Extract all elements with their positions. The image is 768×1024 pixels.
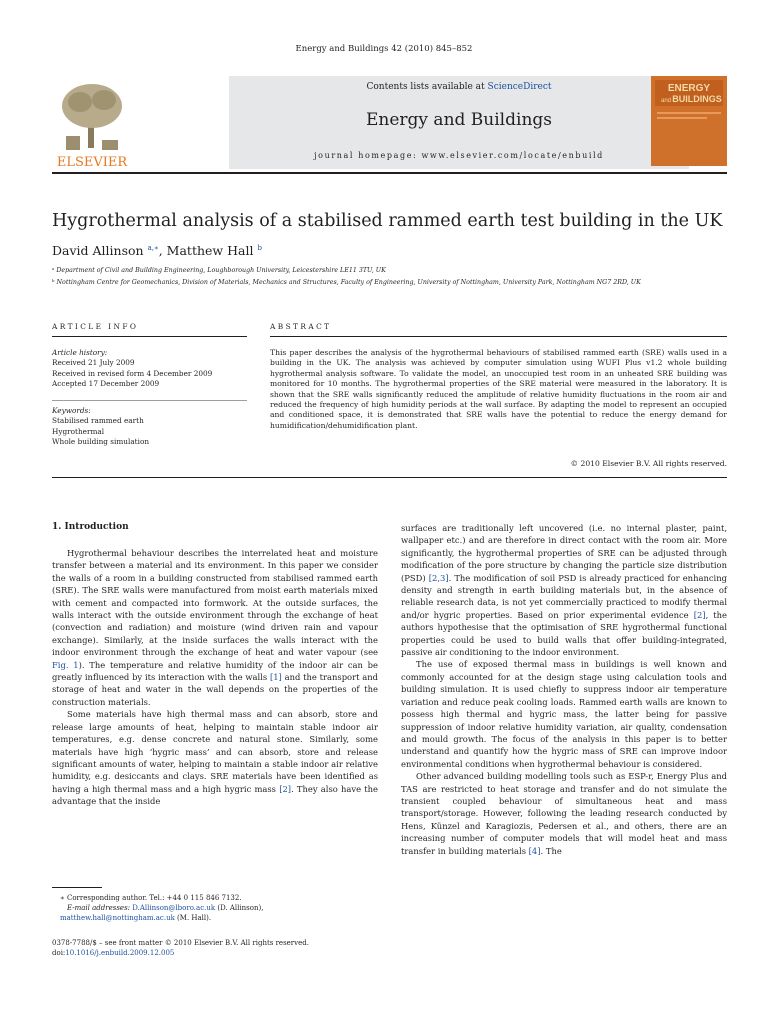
- cover-title-and: and: [661, 98, 672, 104]
- paragraph-text: . They also have the advantage that the inside: [52, 783, 378, 807]
- sciencedirect-link[interactable]: ScienceDirect: [487, 82, 552, 92]
- paragraph-text: . The: [540, 845, 562, 856]
- footnote-rule: [52, 887, 102, 888]
- publisher-wordmark: ELSEVIER: [56, 155, 128, 169]
- footnote: [60, 893, 378, 923]
- author-name: Matthew Hall: [166, 243, 254, 258]
- doi-prefix: doi:: [52, 949, 66, 957]
- info-divider: [52, 400, 247, 401]
- revised-date: Received in revised form 4 December 2009: [52, 368, 213, 378]
- email-label: E-mail addresses:: [67, 904, 133, 912]
- journal-header: [52, 76, 727, 169]
- figure-link[interactable]: Fig. 1: [52, 659, 79, 670]
- body-paragraph: [401, 770, 727, 857]
- journal-reference: Energy and Buildings 42 (2010) 845–852: [295, 44, 473, 54]
- right-column: [401, 522, 727, 857]
- article-info-rule: [52, 336, 247, 337]
- email-line: [60, 913, 378, 923]
- abstract-rule: [270, 336, 727, 337]
- keyword: Whole building simulation: [52, 436, 150, 446]
- front-matter: [52, 938, 382, 958]
- contents-line: [229, 82, 689, 92]
- paragraph-text: Other advanced building modelling tools such as ESP-r, Energy Plus and TAS are restricted to heat storage and transfer and do not simulate the transient coupled behaviour of simultaneous heat and mass transport/storage. However, following the leading research conducted by Hens, Künzel and Karagiozis, Pedersen et al., and others, there are an increasing number of computer models that will model heat and mass transfer in building materials: [401, 771, 727, 856]
- left-column: [52, 547, 378, 808]
- author-name: David Allinson: [52, 243, 144, 258]
- paragraph-text: ). The temperature and relative humidity of the indoor air can be greatly influenced by its interaction with the walls: [52, 659, 378, 683]
- citation-link[interactable]: [1]: [269, 672, 282, 683]
- cover-title-energy: ENERGY: [667, 83, 711, 94]
- accepted-date: Accepted 17 December 2009: [52, 378, 160, 388]
- paragraph-text: . The modification of soil PSD is already practiced for enhancing density and strength in earth building materials but, in the absence of reliable research data, is not yet commercially practiced to modify thermal and/or hygric properties. Based on prior experimental evidence: [401, 572, 727, 620]
- email-owner: (D. Allinson),: [215, 904, 264, 912]
- email-owner: (M. Hall).: [174, 914, 212, 922]
- keyword: Hygrothermal: [52, 426, 105, 436]
- article-info-heading: ARTICLE INFO: [52, 322, 139, 331]
- author-separator: ,: [158, 243, 167, 258]
- paragraph-text: and the transport and storage of heat and water in the wall depends on the properties of the construction materials.: [52, 672, 378, 707]
- email-line: [60, 903, 378, 913]
- journal-homepage[interactable]: journal homepage: www.elsevier.com/locate/enbuild: [314, 151, 604, 160]
- doi-line: [52, 948, 382, 958]
- abstract-bottom-rule: [52, 477, 727, 478]
- affiliation-a: ᵃ Department of Civil and Building Engineering, Loughborough University, Leicestershire LE11 3TU, UK: [52, 267, 386, 274]
- affiliation-b: ᵇ Nottingham Centre for Geomechanics, Division of Materials, Mechanics and Structures, Faculty of Engineering, University of Nottingham, University Park, Nottingham NG7 2RD, UK: [52, 279, 641, 286]
- paragraph-text: Some materials have high thermal mass and can absorb, store and release large amounts of heat, helping to maintain stable indoor air temperatures, e.g. dense concrete and natural stone. Similarly, some materials have high ‘hygric mass’ and can absorb, store and release significant amounts of water, helping to maintain a stable indoor air relative humidity, e.g. desiccants and clays. SRE materials have been identified as having a high thermal mass and a high hygric mass: [52, 709, 378, 794]
- paragraph-text: Hygrothermal behaviour describes the interrelated heat and moisture transfer between a material and its environment. In this paper we consider the walls of a room in a building constructed from stabilised rammed earth (SRE). The SRE walls were manufactured from moist earth materials mixed with cement and compacted into formwork. At the outside surfaces, the walls interact with the outside environment through the exchange of heat (convection and radiation) and moisture (wind driven rain and vapour exchange). Similarly, at the inside surfaces the walls interact with the indoor environment through the exchange of heat and water vapour (see: [52, 548, 378, 658]
- keywords-label: Keywords:: [52, 406, 91, 415]
- cover-title-buildings: BUILDINGS: [672, 94, 722, 104]
- paragraph-text: surfaces are traditionally left uncovered (i.e. no internal plaster, paint, wallpaper etc.) and are therefore in direct contact with the room air. More significantly, the hygrothermal properties of SRE can be adjusted through modification of the pore structure by changing the particle size distribution (PSD): [401, 523, 727, 583]
- abstract-heading: ABSTRACT: [270, 322, 332, 331]
- section-heading: 1. Introduction: [52, 522, 129, 532]
- keywords-block: [52, 406, 252, 447]
- citation-link[interactable]: [2]: [279, 783, 292, 794]
- author-line: [52, 243, 262, 258]
- article-history: [52, 348, 252, 389]
- body-paragraph: [401, 522, 727, 658]
- corresponding-author: ∗ Corresponding author. Tel.: +44 0 115 846 7132.: [60, 894, 242, 902]
- journal-cover: [651, 76, 727, 166]
- elsevier-tree-icon: [52, 76, 132, 169]
- journal-banner: [229, 76, 689, 169]
- abstract-copyright: © 2010 Elsevier B.V. All rights reserved.: [570, 459, 727, 468]
- keyword: Stabilised rammed earth: [52, 416, 144, 426]
- email-link[interactable]: matthew.hall@nottingham.ac.uk: [60, 914, 175, 922]
- elsevier-logo: [52, 76, 132, 169]
- doi-link[interactable]: 10.1016/j.enbuild.2009.12.005: [65, 949, 175, 957]
- body-paragraph: [52, 708, 378, 807]
- received-date: Received 21 July 2009: [52, 358, 135, 368]
- paragraph-text: , the authors hypothesise that the optimisation of SRE hygrothermal functional properties could be used to build walls that offer building-integrated, passive air conditioning to the indoor environment.: [401, 609, 728, 658]
- citation-link[interactable]: [2,3]: [428, 572, 449, 583]
- article-title: Hygrothermal analysis of a stabilised rammed earth test building in the UK: [52, 211, 723, 231]
- author-affiliation-mark[interactable]: b: [257, 243, 262, 252]
- author-affiliation-mark[interactable]: a,∗: [147, 243, 159, 252]
- email-link[interactable]: D.Allinson@lboro.ac.uk: [132, 904, 216, 912]
- abstract-text: This paper describes the analysis of the hygrothermal behaviours of stabilised rammed earth (SRE) walls used in a building in the UK. The analysis was achieved by computer simulation using WUFI Plus v1.2 whole building hygrothermal analysis software. To validate the model, an unoccupied test room in an unheated SRE building was monitored for 10 months. The hygrothermal properties of the SRE material were measured in the laboratory. It is shown that the SRE walls significantly reduced the amplitude of relative humidity fluctuations in the room air and reduced the frequency of high humidity periods at the wall surface. By adapting the model to represent an occupied and conditioned space, it is demonstrated that SRE walls have the potential to reduce the energy demand for humidification/dehumidification plant.: [270, 348, 727, 430]
- citation-link[interactable]: [2]: [693, 609, 706, 620]
- history-label: Article history:: [52, 348, 108, 357]
- citation-link[interactable]: [4]: [528, 845, 541, 856]
- issn-line: 0378-7788/$ – see front matter © 2010 Elsevier B.V. All rights reserved.: [52, 939, 309, 947]
- journal-name: Energy and Buildings: [366, 110, 552, 130]
- contents-prefix: Contents lists available at: [366, 82, 488, 92]
- body-paragraph: The use of exposed thermal mass in buildings is well known and commonly accounted for at the design stage using calculation tools and building simulation. It is used chiefly to suppress indoor air temperature variation and reduce peak cooling loads. Rammed earth walls are known to possess high thermal and hygric mass, the latter being for passive suppression of indoor relative humidity variation, air quality, condensation and mould growth. The focus of the analysis in this paper is to better understand and quantify how the hygric mass of SRE can improve indoor environmental conditions when hygrothermal behaviour is considered.: [401, 659, 727, 769]
- body-paragraph: [52, 547, 378, 708]
- header-rule: [52, 172, 727, 174]
